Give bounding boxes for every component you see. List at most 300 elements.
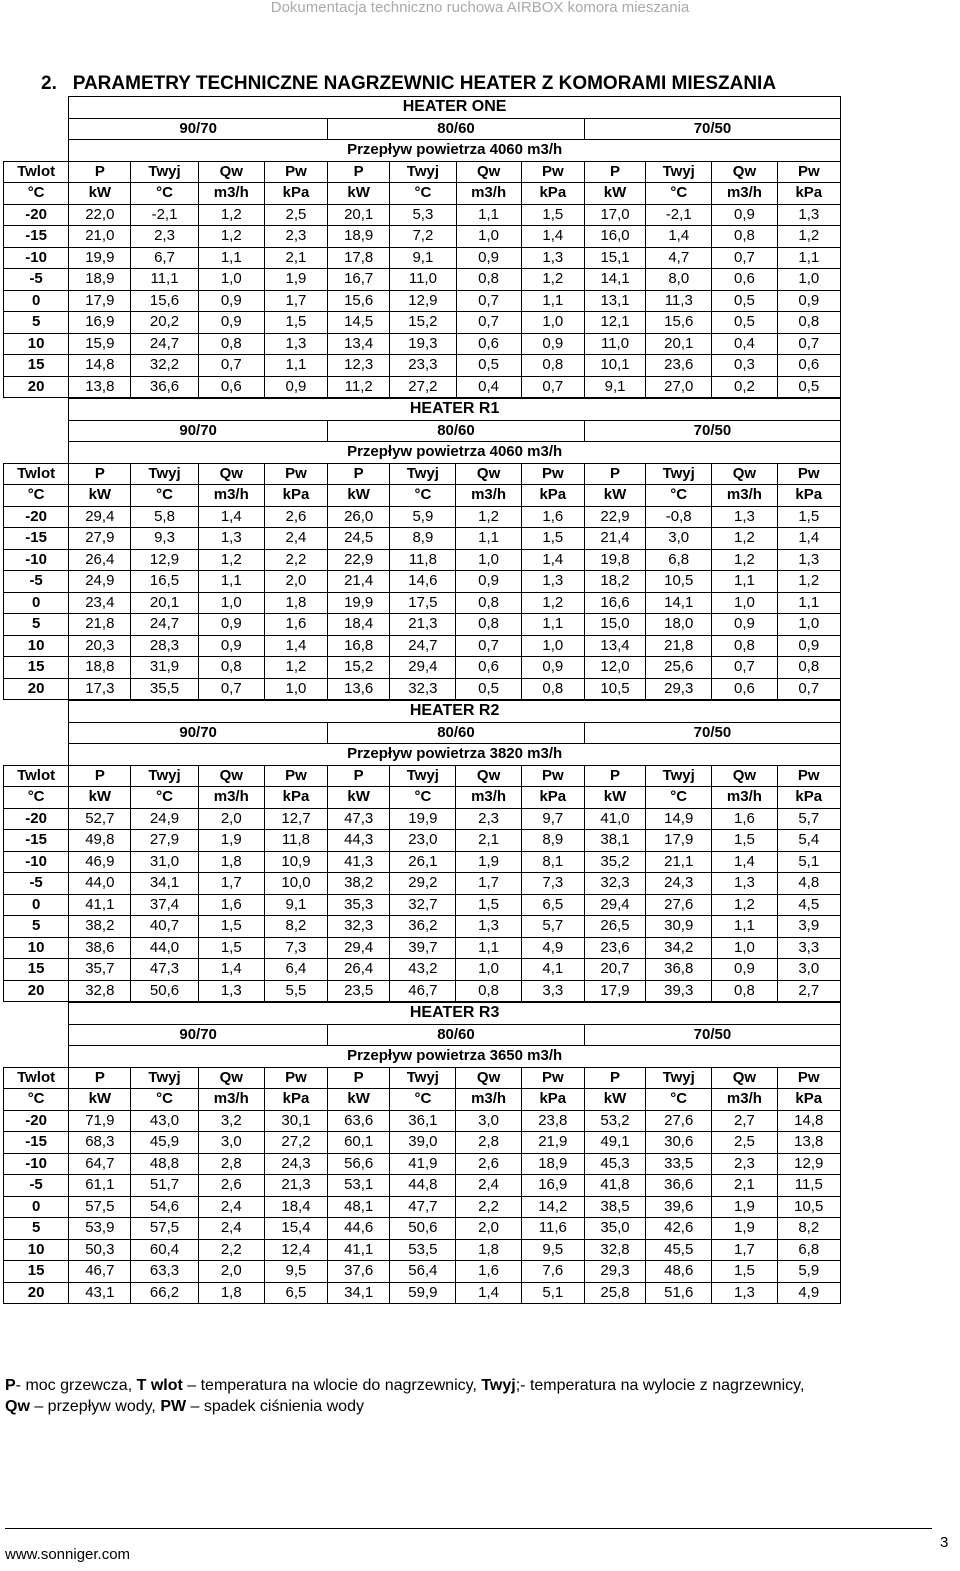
- value-cell: 12,0: [584, 657, 645, 679]
- table-row: [4, 808, 841, 830]
- value-cell: 36,2: [390, 916, 456, 938]
- value-cell: 21,3: [264, 1175, 327, 1197]
- value-cell: 0,8: [777, 312, 840, 334]
- table-row: [4, 980, 841, 1002]
- value-cell: 1,5: [777, 506, 840, 528]
- value-cell: 1,1: [712, 571, 777, 593]
- value-cell: 0,4: [456, 376, 521, 398]
- value-cell: 1,3: [264, 333, 327, 355]
- value-cell: 43,1: [69, 1282, 131, 1304]
- value-cell: 27,9: [69, 528, 131, 550]
- value-cell: 29,3: [646, 678, 712, 700]
- value-cell: 0,5: [777, 376, 840, 398]
- inlet-temp-cell: 20: [4, 980, 69, 1002]
- value-cell: 35,0: [584, 1218, 645, 1240]
- value-cell: 14,9: [646, 808, 712, 830]
- value-cell: 1,2: [264, 657, 327, 679]
- value-cell: 21,9: [521, 1132, 584, 1154]
- inlet-temp-cell: 15: [4, 355, 69, 377]
- value-cell: 54,6: [131, 1196, 198, 1218]
- value-cell: 21,3: [390, 614, 456, 636]
- value-cell: 64,7: [69, 1153, 131, 1175]
- column-header: P: [69, 1067, 131, 1089]
- inlet-temp-cell: 5: [4, 614, 69, 636]
- inlet-temp-cell: -20: [4, 1110, 69, 1132]
- heater-table-heater-r2: [3, 700, 841, 1002]
- table-row: [4, 1261, 841, 1283]
- value-cell: 0,6: [456, 657, 521, 679]
- value-cell: 0,9: [777, 635, 840, 657]
- column-header: Pw: [264, 463, 327, 485]
- value-cell: 42,6: [646, 1218, 712, 1240]
- value-cell: 1,5: [198, 937, 264, 959]
- value-cell: 29,4: [328, 937, 390, 959]
- value-cell: 1,3: [521, 247, 584, 269]
- value-cell: 1,9: [456, 851, 521, 873]
- value-cell: 0,8: [456, 592, 521, 614]
- value-cell: 5,9: [777, 1261, 840, 1283]
- unit-header: kW: [328, 787, 390, 809]
- value-cell: 26,5: [584, 916, 645, 938]
- value-cell: 0,9: [712, 959, 777, 981]
- value-cell: 11,0: [390, 269, 456, 291]
- value-cell: 35,5: [131, 678, 198, 700]
- inlet-temp-cell: 10: [4, 333, 69, 355]
- section-title-text: PARAMETRY TECHNICZNE NAGRZEWNIC HEATER Z KOMORAMI MIESZANIA: [72, 73, 777, 94]
- blank-cell: [4, 701, 69, 723]
- value-cell: 44,3: [328, 830, 390, 852]
- unit-header: kPa: [777, 485, 840, 507]
- unit-header: °C: [131, 485, 198, 507]
- value-cell: 48,8: [131, 1153, 198, 1175]
- column-header: P: [328, 765, 390, 787]
- section-number: 2.: [41, 73, 57, 94]
- value-cell: 16,9: [521, 1175, 584, 1197]
- unit-header: m3/h: [456, 485, 521, 507]
- value-cell: 47,3: [131, 959, 198, 981]
- value-cell: 2,0: [198, 1261, 264, 1283]
- value-cell: 39,6: [646, 1196, 712, 1218]
- value-cell: 27,0: [646, 376, 712, 398]
- table-row: [4, 937, 841, 959]
- table-row: [4, 657, 841, 679]
- value-cell: 1,9: [198, 830, 264, 852]
- value-cell: 24,7: [390, 635, 456, 657]
- unit-header: kPa: [521, 485, 584, 507]
- value-cell: 0,6: [712, 678, 777, 700]
- value-cell: 1,2: [456, 506, 521, 528]
- value-cell: 14,1: [646, 592, 712, 614]
- column-header: Qw: [198, 463, 264, 485]
- inlet-temp-cell: -5: [4, 269, 69, 291]
- temperature-group: 70/50: [584, 722, 840, 744]
- inlet-temp-cell: 20: [4, 1282, 69, 1304]
- value-cell: 4,5: [777, 894, 840, 916]
- value-cell: 17,8: [328, 247, 390, 269]
- value-cell: 2,4: [456, 1175, 521, 1197]
- value-cell: 0,8: [198, 657, 264, 679]
- value-cell: 38,1: [584, 830, 645, 852]
- value-cell: 0,8: [456, 269, 521, 291]
- table-row: [4, 1153, 841, 1175]
- value-cell: 39,3: [646, 980, 712, 1002]
- unit-header: °C: [390, 485, 456, 507]
- unit-header: m3/h: [456, 787, 521, 809]
- unit-header: °C: [131, 1089, 198, 1111]
- value-cell: 1,1: [198, 247, 264, 269]
- unit-header: m3/h: [712, 183, 777, 205]
- column-header: Twyj: [390, 463, 456, 485]
- table-row: [4, 1175, 841, 1197]
- column-header: Qw: [712, 765, 777, 787]
- value-cell: 9,1: [584, 376, 645, 398]
- column-header: Qw: [456, 1067, 521, 1089]
- value-cell: 1,1: [521, 290, 584, 312]
- value-cell: 23,6: [646, 355, 712, 377]
- value-cell: 11,5: [777, 1175, 840, 1197]
- value-cell: 15,0: [584, 614, 645, 636]
- footer-url[interactable]: www.sonniger.com: [5, 1546, 131, 1563]
- value-cell: 34,1: [328, 1282, 390, 1304]
- value-cell: 30,9: [646, 916, 712, 938]
- value-cell: 12,9: [777, 1153, 840, 1175]
- table-row: [4, 312, 841, 334]
- value-cell: 38,2: [328, 873, 390, 895]
- inlet-temp-cell: -15: [4, 1132, 69, 1154]
- column-header: Pw: [777, 463, 840, 485]
- value-cell: 2,5: [712, 1132, 777, 1154]
- unit-header: m3/h: [198, 485, 264, 507]
- value-cell: 10,1: [584, 355, 645, 377]
- value-cell: 9,1: [390, 247, 456, 269]
- value-cell: 1,2: [712, 894, 777, 916]
- value-cell: 16,6: [584, 592, 645, 614]
- value-cell: 2,0: [456, 1218, 521, 1240]
- value-cell: 2,5: [264, 204, 327, 226]
- column-header: P: [584, 463, 645, 485]
- value-cell: 1,0: [198, 269, 264, 291]
- value-cell: 12,7: [264, 808, 327, 830]
- value-cell: 5,1: [521, 1282, 584, 1304]
- value-cell: 19,9: [69, 247, 131, 269]
- value-cell: 21,8: [69, 614, 131, 636]
- blank-cell: [4, 1046, 69, 1068]
- column-header: Twyj: [390, 1067, 456, 1089]
- blank-cell: [4, 118, 69, 140]
- column-header: Pw: [264, 765, 327, 787]
- value-cell: 12,9: [131, 549, 198, 571]
- temperature-group: 70/50: [584, 420, 840, 442]
- unit-header: kPa: [264, 183, 327, 205]
- inlet-temp-cell: 0: [4, 290, 69, 312]
- legend-twyj-desc: ;- temperatura na wylocie z nagrzewnicy,: [515, 1377, 805, 1394]
- value-cell: 21,4: [584, 528, 645, 550]
- value-cell: 0,8: [712, 226, 777, 248]
- unit-header: kPa: [521, 183, 584, 205]
- table-row: [4, 528, 841, 550]
- value-cell: 27,6: [646, 1110, 712, 1132]
- value-cell: 29,4: [584, 894, 645, 916]
- value-cell: 0,9: [198, 290, 264, 312]
- value-cell: 17,9: [584, 980, 645, 1002]
- value-cell: 13,8: [777, 1132, 840, 1154]
- value-cell: -2,1: [646, 204, 712, 226]
- value-cell: 2,8: [198, 1153, 264, 1175]
- value-cell: 35,3: [328, 894, 390, 916]
- value-cell: 1,9: [712, 1196, 777, 1218]
- value-cell: 32,8: [69, 980, 131, 1002]
- legend-qw-term: Qw: [5, 1398, 30, 1415]
- temperature-group: 70/50: [584, 118, 840, 140]
- unit-header: °C: [4, 183, 69, 205]
- value-cell: 23,3: [390, 355, 456, 377]
- value-cell: 24,3: [264, 1153, 327, 1175]
- unit-header: °C: [646, 183, 712, 205]
- value-cell: 32,8: [584, 1239, 645, 1261]
- value-cell: 34,1: [131, 873, 198, 895]
- inlet-temp-cell: 15: [4, 657, 69, 679]
- unit-header: °C: [4, 1089, 69, 1111]
- value-cell: 1,3: [712, 1282, 777, 1304]
- table-title: HEATER ONE: [69, 97, 841, 119]
- value-cell: 26,4: [328, 959, 390, 981]
- value-cell: 7,2: [390, 226, 456, 248]
- unit-header: m3/h: [456, 183, 521, 205]
- value-cell: 44,6: [328, 1218, 390, 1240]
- unit-header: °C: [131, 787, 198, 809]
- value-cell: 23,5: [328, 980, 390, 1002]
- value-cell: 1,4: [198, 506, 264, 528]
- value-cell: 1,3: [712, 506, 777, 528]
- table-row: [4, 678, 841, 700]
- value-cell: 0,5: [456, 355, 521, 377]
- value-cell: 2,8: [456, 1132, 521, 1154]
- table-row: [4, 1239, 841, 1261]
- value-cell: 1,2: [712, 549, 777, 571]
- value-cell: 8,0: [646, 269, 712, 291]
- value-cell: 1,4: [521, 226, 584, 248]
- value-cell: 1,8: [198, 1282, 264, 1304]
- value-cell: 2,3: [712, 1153, 777, 1175]
- value-cell: 30,1: [264, 1110, 327, 1132]
- value-cell: 0,6: [456, 333, 521, 355]
- temperature-group: 80/60: [328, 1024, 585, 1046]
- value-cell: 1,3: [777, 204, 840, 226]
- temperature-group: 90/70: [69, 118, 328, 140]
- table-row: [4, 873, 841, 895]
- inlet-temp-cell: -10: [4, 851, 69, 873]
- inlet-temp-cell: 5: [4, 1218, 69, 1240]
- temperature-group: 70/50: [584, 1024, 840, 1046]
- value-cell: -0,8: [646, 506, 712, 528]
- inlet-temp-cell: -20: [4, 506, 69, 528]
- value-cell: 14,6: [390, 571, 456, 593]
- column-header: Twyj: [646, 1067, 712, 1089]
- value-cell: 10,5: [777, 1196, 840, 1218]
- value-cell: 6,8: [646, 549, 712, 571]
- inlet-temp-cell: -10: [4, 247, 69, 269]
- value-cell: 22,0: [69, 204, 131, 226]
- value-cell: 0,9: [456, 571, 521, 593]
- heater-table-heater-one: [3, 96, 841, 398]
- value-cell: 1,0: [264, 678, 327, 700]
- value-cell: 1,2: [521, 592, 584, 614]
- value-cell: 0,7: [198, 678, 264, 700]
- unit-header: kPa: [264, 485, 327, 507]
- inlet-temp-cell: -15: [4, 830, 69, 852]
- value-cell: 19,8: [584, 549, 645, 571]
- value-cell: 18,4: [328, 614, 390, 636]
- column-header: Twyj: [131, 765, 198, 787]
- column-header: Pw: [521, 463, 584, 485]
- unit-row: [4, 183, 841, 205]
- unit-header: m3/h: [712, 485, 777, 507]
- inlet-temp-cell: -5: [4, 571, 69, 593]
- value-cell: 61,1: [69, 1175, 131, 1197]
- value-cell: 0,5: [712, 290, 777, 312]
- value-cell: 11,8: [390, 549, 456, 571]
- value-cell: 21,0: [69, 226, 131, 248]
- value-cell: 32,2: [131, 355, 198, 377]
- blank-cell: [4, 1024, 69, 1046]
- inlet-temp-cell: 10: [4, 1239, 69, 1261]
- blank-cell: [4, 722, 69, 744]
- value-cell: 3,0: [646, 528, 712, 550]
- column-header: Qw: [198, 161, 264, 183]
- value-cell: 2,1: [264, 247, 327, 269]
- column-header: Pw: [521, 1067, 584, 1089]
- legend-p-term: P: [5, 1377, 16, 1394]
- value-cell: 10,9: [264, 851, 327, 873]
- table-title: HEATER R3: [69, 1003, 841, 1025]
- unit-header: °C: [390, 183, 456, 205]
- value-cell: 5,9: [390, 506, 456, 528]
- value-cell: 1,7: [712, 1239, 777, 1261]
- value-cell: 1,2: [198, 549, 264, 571]
- value-cell: 1,5: [521, 204, 584, 226]
- value-cell: 0,9: [198, 635, 264, 657]
- unit-header: kPa: [777, 1089, 840, 1111]
- value-cell: 6,4: [264, 959, 327, 981]
- value-cell: 68,3: [69, 1132, 131, 1154]
- value-cell: 3,0: [198, 1132, 264, 1154]
- unit-header: m3/h: [198, 787, 264, 809]
- column-header: Twlot: [4, 1067, 69, 1089]
- unit-header: kW: [328, 1089, 390, 1111]
- airflow-label: Przepływ powietrza 3820 m3/h: [69, 744, 841, 766]
- value-cell: 20,1: [646, 333, 712, 355]
- value-cell: 9,7: [521, 808, 584, 830]
- value-cell: 15,4: [264, 1218, 327, 1240]
- value-cell: 15,9: [69, 333, 131, 355]
- value-cell: 18,9: [69, 269, 131, 291]
- value-cell: 44,8: [390, 1175, 456, 1197]
- value-cell: 1,1: [777, 247, 840, 269]
- value-cell: 1,0: [712, 937, 777, 959]
- airflow-row: [4, 1046, 841, 1068]
- value-cell: 10,0: [264, 873, 327, 895]
- value-cell: 18,0: [646, 614, 712, 636]
- value-cell: 0,9: [712, 204, 777, 226]
- value-cell: 22,9: [328, 549, 390, 571]
- value-cell: 47,7: [390, 1196, 456, 1218]
- inlet-temp-cell: -20: [4, 808, 69, 830]
- value-cell: 13,4: [584, 635, 645, 657]
- unit-header: m3/h: [198, 183, 264, 205]
- value-cell: 53,2: [584, 1110, 645, 1132]
- value-cell: 25,6: [646, 657, 712, 679]
- value-cell: 2,1: [712, 1175, 777, 1197]
- value-cell: 19,3: [390, 333, 456, 355]
- value-cell: 38,2: [69, 916, 131, 938]
- table-row: [4, 916, 841, 938]
- value-cell: 26,1: [390, 851, 456, 873]
- column-header: Twlot: [4, 463, 69, 485]
- heater-table-heater-r1: [3, 398, 841, 700]
- value-cell: 11,0: [584, 333, 645, 355]
- value-cell: 1,0: [712, 592, 777, 614]
- table-row: [4, 635, 841, 657]
- value-cell: 66,2: [131, 1282, 198, 1304]
- value-cell: 29,2: [390, 873, 456, 895]
- value-cell: 16,9: [69, 312, 131, 334]
- value-cell: 1,8: [456, 1239, 521, 1261]
- inlet-temp-cell: 5: [4, 312, 69, 334]
- value-cell: 28,3: [131, 635, 198, 657]
- table-row: [4, 1196, 841, 1218]
- inlet-temp-cell: 15: [4, 1261, 69, 1283]
- table-row: [4, 1282, 841, 1304]
- column-header: Qw: [712, 463, 777, 485]
- unit-header: °C: [4, 485, 69, 507]
- airflow-label: Przepływ powietrza 4060 m3/h: [69, 140, 841, 162]
- value-cell: 26,0: [328, 506, 390, 528]
- value-cell: 38,5: [584, 1196, 645, 1218]
- value-cell: 9,3: [131, 528, 198, 550]
- value-cell: 32,3: [584, 873, 645, 895]
- column-header: Twyj: [646, 463, 712, 485]
- value-cell: 60,1: [328, 1132, 390, 1154]
- value-cell: 1,1: [712, 916, 777, 938]
- value-cell: 17,0: [584, 204, 645, 226]
- blank-cell: [4, 420, 69, 442]
- unit-header: kW: [584, 1089, 645, 1111]
- value-cell: 8,2: [264, 916, 327, 938]
- value-cell: 18,9: [521, 1153, 584, 1175]
- value-cell: 15,2: [328, 657, 390, 679]
- value-cell: 41,1: [328, 1239, 390, 1261]
- value-cell: 2,6: [264, 506, 327, 528]
- value-cell: 50,3: [69, 1239, 131, 1261]
- blank-cell: [4, 442, 69, 464]
- inlet-temp-cell: 0: [4, 894, 69, 916]
- section-title: [41, 73, 776, 95]
- value-cell: 0,5: [456, 678, 521, 700]
- value-cell: 5,7: [777, 808, 840, 830]
- unit-header: °C: [646, 1089, 712, 1111]
- value-cell: 24,5: [328, 528, 390, 550]
- inlet-temp-cell: -15: [4, 528, 69, 550]
- column-header: Pw: [777, 1067, 840, 1089]
- inlet-temp-cell: 10: [4, 635, 69, 657]
- value-cell: 14,2: [521, 1196, 584, 1218]
- column-header: P: [584, 161, 645, 183]
- value-cell: 1,3: [198, 528, 264, 550]
- value-cell: 19,9: [390, 808, 456, 830]
- value-cell: 0,8: [712, 635, 777, 657]
- inlet-temp-cell: 20: [4, 678, 69, 700]
- inlet-temp-cell: 5: [4, 916, 69, 938]
